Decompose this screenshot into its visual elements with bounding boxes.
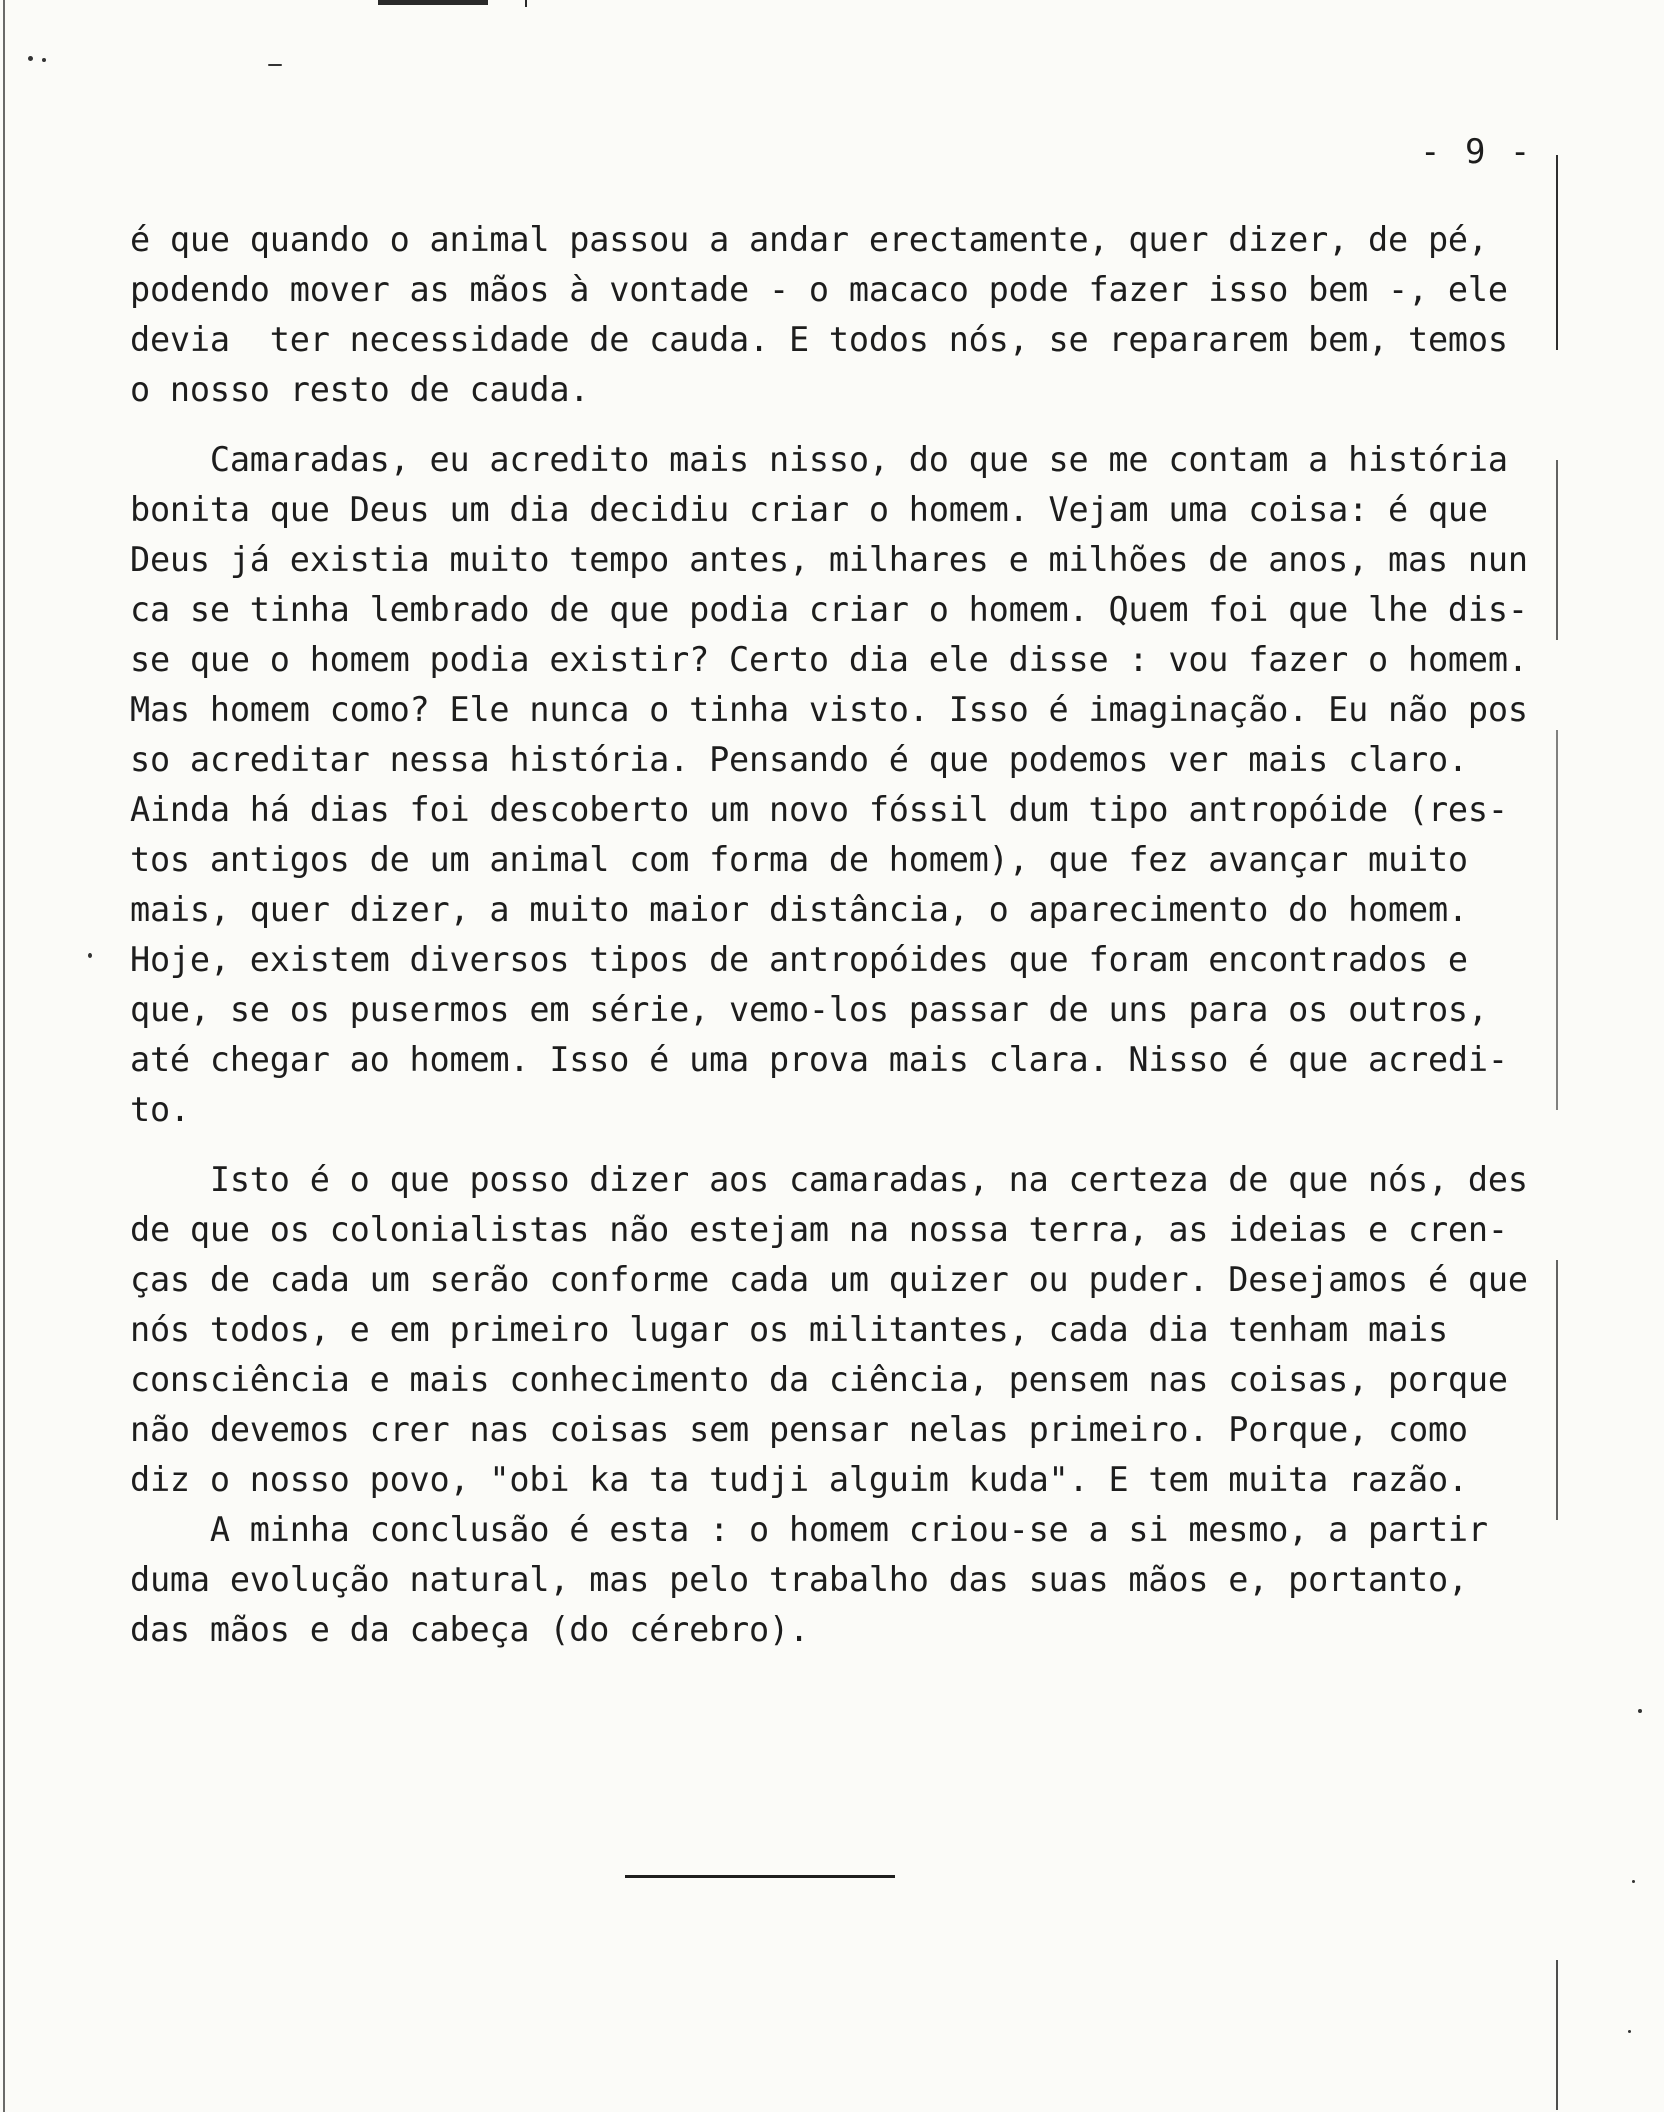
text-line: podendo mover as mãos à vontade - o macaco pode fazer isso bem -, ele xyxy=(130,270,1508,309)
text-line: Isto é o que posso dizer aos camaradas, na certeza de que nós, des xyxy=(130,1160,1528,1199)
scan-margin-line xyxy=(1556,155,1558,350)
scan-speck xyxy=(1632,1880,1635,1883)
scan-margin-line xyxy=(1556,1260,1558,1520)
text-line: diz o nosso povo, "obi ka ta tudji alguim kuda". E tem muita razão. xyxy=(130,1460,1468,1499)
text-line: tos antigos de um animal com forma de homem), que fez avançar muito xyxy=(130,840,1468,879)
text-line: bonita que Deus um dia decidiu criar o homem. Vejam uma coisa: é que xyxy=(130,490,1488,529)
scan-speck xyxy=(1638,1709,1642,1713)
text-line: to. xyxy=(130,1090,190,1129)
text-line: consciência e mais conhecimento da ciência, pensem nas coisas, porque xyxy=(130,1360,1508,1399)
text-line: é que quando o animal passou a andar erectamente, quer dizer, de pé, xyxy=(130,220,1488,259)
text-line: so acreditar nessa história. Pensando é que podemos ver mais claro. xyxy=(130,740,1468,779)
page-number: - 9 - xyxy=(1420,132,1533,172)
paragraph xyxy=(130,215,1550,415)
text-line: mais, quer dizer, a muito maior distância, o aparecimento do homem. xyxy=(130,890,1468,929)
body-text xyxy=(130,215,1550,1655)
text-line: nós todos, e em primeiro lugar os militantes, cada dia tenham mais xyxy=(130,1310,1448,1349)
scan-speck xyxy=(88,953,92,958)
text-line: das mãos e da cabeça (do cérebro). xyxy=(130,1610,809,1649)
text-line: não devemos crer nas coisas sem pensar nelas primeiro. Porque, como xyxy=(130,1410,1468,1449)
text-line: devia ter necessidade de cauda. E todos nós, se repararem bem, temos xyxy=(130,320,1508,359)
scan-edge-shadow xyxy=(3,0,5,2112)
scan-top-tick xyxy=(525,0,527,7)
text-line: ças de cada um serão conforme cada um quizer ou puder. Desejamos é que xyxy=(130,1260,1528,1299)
text-line: Camaradas, eu acredito mais nisso, do que se me contam a história xyxy=(130,440,1508,479)
text-line: Deus já existia muito tempo antes, milhares e milhões de anos, mas nun xyxy=(130,540,1528,579)
text-line: Mas homem como? Ele nunca o tinha visto. Isso é imaginação. Eu não pos xyxy=(130,690,1528,729)
scan-margin-line xyxy=(1556,730,1558,1110)
scan-speck xyxy=(1628,2030,1631,2033)
text-line: de que os colonialistas não estejam na nossa terra, as ideias e cren- xyxy=(130,1210,1508,1249)
scan-speck xyxy=(42,58,46,62)
end-rule xyxy=(625,1875,895,1878)
text-line: Ainda há dias foi descoberto um novo fóssil dum tipo antropóide (res- xyxy=(130,790,1508,829)
text-line: até chegar ao homem. Isso é uma prova mais clara. Nisso é que acredi- xyxy=(130,1040,1508,1079)
paragraph xyxy=(130,1155,1550,1655)
text-line: que, se os pusermos em série, vemo-los passar de uns para os outros, xyxy=(130,990,1488,1029)
text-line: duma evolução natural, mas pelo trabalho das suas mãos e, portanto, xyxy=(130,1560,1468,1599)
text-line: se que o homem podia existir? Certo dia ele disse : vou fazer o homem. xyxy=(130,640,1528,679)
paragraph-gap xyxy=(130,415,1550,435)
text-line: o nosso resto de cauda. xyxy=(130,370,590,409)
paragraph xyxy=(130,435,1550,1135)
scan-top-mark xyxy=(378,0,488,5)
scan-speck xyxy=(268,64,282,66)
scan-margin-line xyxy=(1556,460,1558,640)
scan-margin-line xyxy=(1556,1960,1558,2110)
text-line: ca se tinha lembrado de que podia criar o homem. Quem foi que lhe dis- xyxy=(130,590,1528,629)
scan-speck xyxy=(28,56,33,61)
paragraph-gap xyxy=(130,1135,1550,1155)
text-line: A minha conclusão é esta : o homem criou-se a si mesmo, a partir xyxy=(130,1510,1488,1549)
text-line: Hoje, existem diversos tipos de antropóides que foram encontrados e xyxy=(130,940,1468,979)
